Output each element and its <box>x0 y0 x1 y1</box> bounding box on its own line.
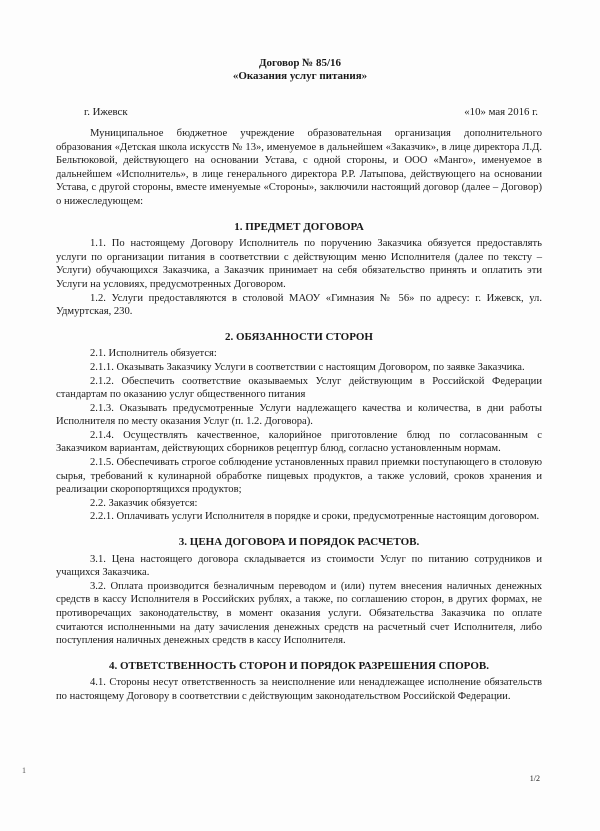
contract-title: Договор № 85/16 <box>258 57 342 69</box>
clause-1-1: 1.1. По настоящему Договору Исполнитель по поручению Заказчика обязуется предоставлять услуги по организации питания в соответствии с действующим меню Исполнителя (далее по тексту – Услуги) обучающихся Заказчика, а Заказчик принимает на себя обязательство принять и оплатить эти Услуги на условиях, предусмотренных Договором. <box>56 238 542 290</box>
section-3-heading: 3. ЦЕНА ДОГОВОРА И ПОРЯДОК РАСЧЕТОВ. <box>178 536 420 549</box>
city: г. Ижевск <box>84 106 128 118</box>
section-2-heading: 2. ОБЯЗАННОСТИ СТОРОН <box>224 330 373 343</box>
clause-3-1: 3.1. Цена настоящего договора складывается из стоимости Услуг по питанию сотрудников и учащихся Заказчика. <box>56 553 542 579</box>
clause-3-2: 3.2. Оплата производится безналичным переводом и (или) путем внесения наличных денежных средств в кассу Исполнителя в Российских рублях, а также, по соглашению сторон, в других формах, не противоречащих законодательству, в момент оказания услуги. Обязательства Заказчика по оплате считаются исполненными на дату зачисления денежных средств на расчетный счет Исполнителя, либо поступления наличных денежных средств в кассу Исполнителя. <box>56 580 542 647</box>
intro-paragraph: Муниципальное бюджетное учреждение образовательная организация дополнительного образования «Детская школа искусств № 13», именуемое в дальнейшем «Заказчик», в лице директора Л.Д. Бельтюковой, действующего на основании Устава, с одной стороны, и ООО «Манго», именуемое в дальнейшем «Исполнитель», в лице генерального директора Р.Р. Латыпова, действующего на основании Устава, с другой стороны, вместе именуемые «Стороны», заключили настоящий договор (далее – Договор) о нижеследующем: <box>56 128 542 207</box>
place-date-line <box>84 106 538 120</box>
clause-2-2: 2.2. Заказчик обязуется: <box>90 497 198 509</box>
clause-2-2-1: 2.2.1. Оплачивать услуги Исполнителя в порядке и сроки, предусмотренные настоящим договором. <box>90 511 540 523</box>
page-number: 1/2 <box>529 774 540 783</box>
clause-1-2: 1.2. Услуги предоставляются в столовой МАОУ «Гимназия № 56» по адресу: г. Ижевск, ул. Удмуртская, 230. <box>56 292 542 318</box>
clause-2-1-3: 2.1.3. Оказывать предусмотренные Услуги надлежащего качества и количества, в дни работы Исполнителя по месту оказания Услуг (п. 1.2. Договора). <box>56 402 542 428</box>
section-1-heading: 1. ПРЕДМЕТ ДОГОВОРА <box>234 220 364 233</box>
section-4-heading: 4. ОТВЕТСТВЕННОСТЬ СТОРОН И ПОРЯДОК РАЗРЕШЕНИЯ СПОРОВ. <box>109 659 489 672</box>
clause-2-1: 2.1. Исполнитель обязуется: <box>90 348 217 360</box>
clause-2-1-2: 2.1.2. Обеспечить соответствие оказываемых Услуг действующим в Российской Федерации стандартам по оказанию услуг общественного питания <box>56 375 542 401</box>
clause-2-1-1: 2.1.1. Оказывать Заказчику Услуги в соответствии с настоящим Договором, по заявке Заказчика. <box>90 361 525 373</box>
clause-4-1: 4.1. Стороны несут ответственность за неисполнение или ненадлежащее исполнение обязательств по настоящему Договору в соответствии с действующим законодательством Российской Федерации. <box>56 677 542 702</box>
contract-subtitle: «Оказания услуг питания» <box>232 70 368 82</box>
contract-body <box>56 127 542 704</box>
margin-mark: 1 <box>22 766 26 775</box>
clause-2-1-4: 2.1.4. Осуществлять качественное, калорийное приготовление блюд по согласованным с Заказчиком вариантам, действующих сборников рецептур блюд, согласно установленным нормам. <box>56 429 542 455</box>
clause-2-1-5: 2.1.5. Обеспечивать строгое соблюдение установленных правил приемки поступающего в столовую сырья, требований к кулинарной обработке пищевых продуктов, а также условий, сроков хранения и реализации скоропортящихся продуктов; <box>56 457 542 496</box>
contract-date: «10» мая 2016 г. <box>464 106 538 118</box>
